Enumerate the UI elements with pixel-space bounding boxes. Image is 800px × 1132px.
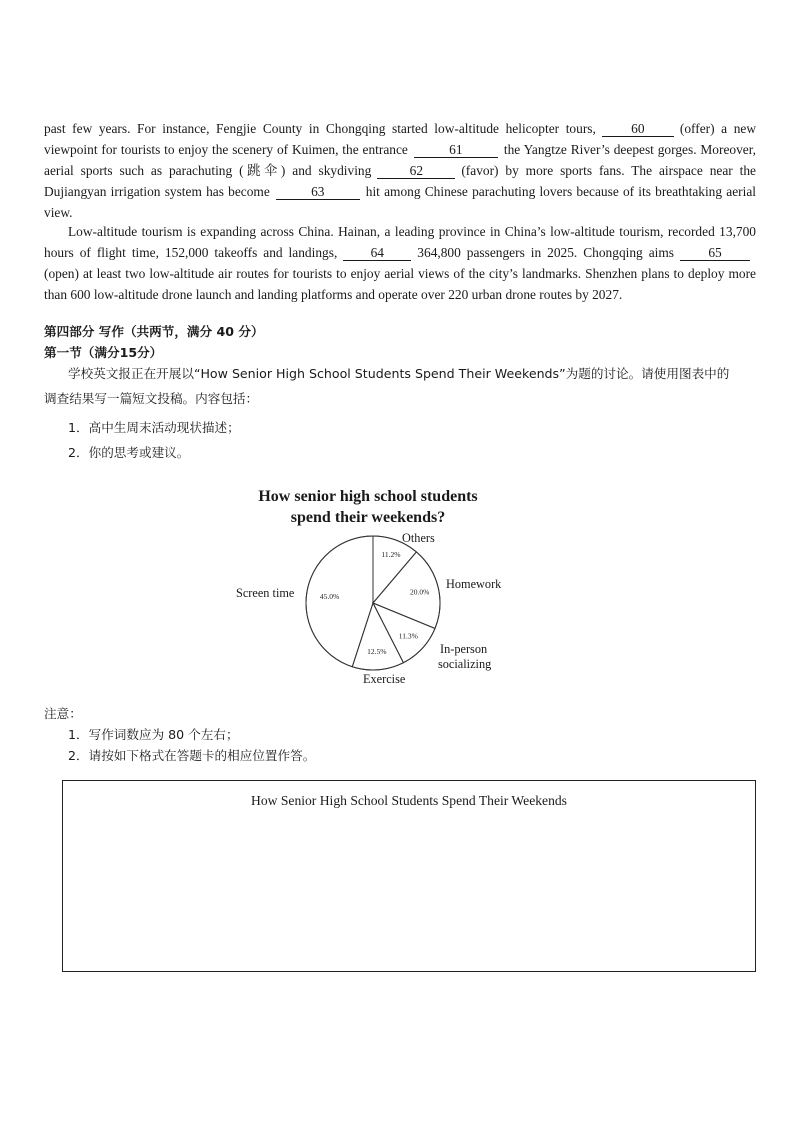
- answer-format-box: [62, 780, 756, 972]
- blank-65: 65: [680, 245, 750, 261]
- slice-label-homework: Homework: [446, 577, 502, 591]
- task-intro-line-2: 调查结果写一篇短文投稿。内容包括：: [44, 391, 259, 406]
- passage-text: (open) at least two low-altitude air routes for tourists to enjoy aerial views of the city’s landmarks. Shenzhen plans to deploy more than 600 low-altitude drone launch and landing platforms and operate over 220 urban drone routes by 2027.: [44, 266, 756, 302]
- pie-value-label: 11.2%: [381, 550, 401, 560]
- task-intro-line-1: 学校英文报正在开展以“How Senior High School Students Spend Their Weekends”为题的讨论。请使用图表中的: [68, 366, 730, 381]
- slice-label-exercise: Exercise: [363, 672, 406, 686]
- passage-text: Low-altitude tourism is expanding across China. Hainan, a leading province in China’s low-altitude tourism, recorded 13,700 hours of flight time, 152,000 takeoffs and landings,: [44, 224, 756, 260]
- pie-value-label: 45.0%: [319, 592, 340, 602]
- blank-62: 62: [377, 163, 455, 179]
- slice-label-socializing-2: socializing: [438, 657, 492, 671]
- passage-text: the Yangtze River’s deepest gorges. Moreover, aerial sports such as parachuting (跳伞) and skydiving: [44, 142, 756, 178]
- passage-text: (offer) a new viewpoint for tourists to enjoy the scenery of Kuimen, the entrance: [44, 121, 757, 157]
- section-heading: 第一节（满分15分）: [44, 345, 163, 360]
- pie-value-label: 11.3%: [398, 631, 418, 641]
- pie-value-label: 20.0%: [409, 587, 430, 597]
- passage-text: past few years. For instance, Fengjie County in Chongqing started low-altitude helicopter tours,: [44, 121, 596, 136]
- chart-title-line-1: How senior high school students: [258, 488, 478, 505]
- blank-60: 60: [602, 121, 674, 137]
- note-2: 2．请按如下格式在答题卡的相应位置作答。: [68, 748, 316, 763]
- content-point-1: 1．高中生周末活动现状描述；: [68, 420, 240, 435]
- note-1: 1．写作词数应为 80 个左右；: [68, 727, 239, 742]
- note-label: 注意：: [44, 706, 82, 721]
- blank-64: 64: [343, 245, 411, 261]
- content-point-2: 2．你的思考或建议。: [68, 445, 190, 460]
- chart-title-line-2: spend their weekends?: [290, 509, 446, 526]
- slice-label-socializing-1: In-person: [440, 642, 488, 656]
- passage-text: 364,800 passengers in 2025. Chongqing aims: [417, 245, 675, 260]
- passage-text: hit among Chinese parachuting lovers because of its breathtaking aerial view.: [44, 184, 756, 220]
- blank-61: 61: [414, 142, 498, 158]
- slice-label-screen-time: Screen time: [236, 586, 295, 600]
- answer-box-title: How Senior High School Students Spend Their Weekends: [251, 793, 567, 808]
- part-heading: 第四部分 写作（共两节，满分 40 分）: [44, 324, 264, 339]
- slice-label-others: Others: [402, 531, 435, 545]
- passage-text: (favor) by more sports fans. The airspace near the Dujiangyan irrigation system has become: [44, 163, 756, 199]
- pie-value-label: 12.5%: [367, 646, 387, 656]
- blank-63: 63: [276, 184, 360, 200]
